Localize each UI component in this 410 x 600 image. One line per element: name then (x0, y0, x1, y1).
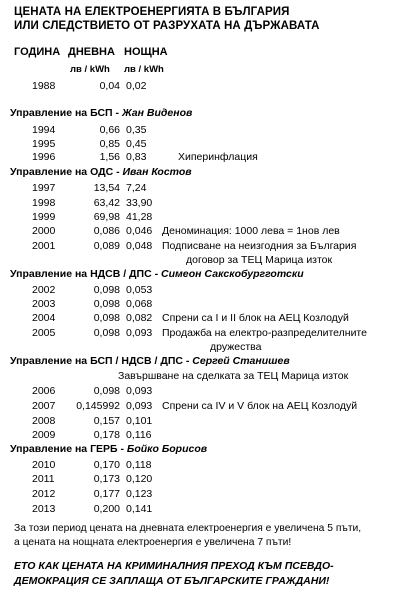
year-cell: 1995 (32, 138, 56, 150)
day-price-cell: 0,098 (93, 312, 120, 324)
year-cell: 1994 (32, 124, 56, 136)
section-heading-sakskoburggotski: Управление на НДСВ / ДПС - Симеон Сакскобургготски (10, 268, 304, 280)
day-price-cell: 0,04 (99, 80, 120, 92)
year-cell: 2006 (32, 385, 56, 397)
day-price-cell: 13,54 (93, 182, 120, 194)
final-statement-line-2: ДЕМОКРАЦИЯ СЕ ЗАПЛАЩА ОТ БЪЛГАРСКИТЕ ГРАЖДАНИ! (14, 575, 330, 587)
day-price-cell: 0,089 (93, 240, 120, 252)
event-note: Спрени са I и II блок на АЕЦ Козлодуй (162, 312, 349, 324)
night-price-cell: 0,83 (126, 151, 147, 163)
night-price-cell: 7,24 (126, 182, 147, 194)
day-price-cell: 0,85 (99, 138, 120, 150)
event-note: Подписване на неизгодния за България (162, 240, 357, 252)
day-column-header: ДНЕВНА (68, 46, 115, 58)
night-price-cell: 0,068 (126, 298, 153, 310)
night-price-cell: 33,90 (126, 197, 153, 209)
year-cell: 2008 (32, 415, 56, 427)
year-cell: 1999 (32, 211, 56, 223)
day-price-cell: 0,173 (93, 473, 120, 485)
night-price-cell: 0,082 (126, 312, 153, 324)
day-price-cell: 0,178 (93, 429, 120, 441)
day-price-cell: 0,200 (93, 503, 120, 515)
year-cell: 2007 (32, 400, 56, 412)
night-price-cell: 0,116 (126, 429, 152, 441)
day-price-cell: 63,42 (93, 197, 120, 209)
day-price-cell: 0,098 (93, 298, 120, 310)
event-note: Спрени са IV и V блок на АЕЦ Козлодуй (162, 400, 358, 412)
night-price-cell: 0,123 (126, 488, 153, 500)
day-price-cell: 1,56 (99, 151, 120, 163)
day-price-cell: 0,098 (93, 385, 120, 397)
section-heading-kostov: Управление на ОДС - Иван Костов (10, 166, 192, 178)
year-cell: 2004 (32, 312, 56, 324)
year-cell: 2012 (32, 488, 56, 500)
night-price-cell: 0,45 (126, 138, 147, 150)
year-cell: 2013 (32, 503, 56, 515)
event-note: Продажба на електро-разпределителните (162, 327, 367, 339)
event-note: Хиперинфлация (178, 151, 258, 163)
day-price-cell: 69,98 (93, 211, 120, 223)
year-cell: 2005 (32, 327, 56, 339)
day-price-cell: 0,170 (93, 459, 120, 471)
year-cell: 1997 (32, 182, 56, 194)
year-cell: 2011 (32, 473, 55, 485)
night-price-cell: 0,093 (126, 327, 153, 339)
day-price-cell: 0,086 (93, 225, 120, 237)
event-note: Деноминация: 1000 лева = 1нов лев (162, 225, 340, 237)
event-note-continuation: договор за ТЕЦ Марица изток (186, 254, 333, 266)
event-note: Завършване на сделката за ТЕЦ Марица изток (118, 370, 349, 382)
year-cell: 2003 (32, 298, 56, 310)
section-heading-videnov: Управление на БСП - Жан Виденов (10, 107, 193, 119)
night-price-cell: 0,02 (126, 80, 147, 92)
night-price-cell: 0,046 (126, 225, 153, 237)
year-cell: 1998 (32, 197, 56, 209)
year-cell: 2000 (32, 225, 56, 237)
night-price-cell: 0,048 (126, 240, 153, 252)
year-cell: 2001 (32, 240, 56, 252)
event-note-continuation: дружества (210, 341, 262, 353)
page-title-line-2: ИЛИ СЛЕДСТВИЕТО ОТ РАЗРУХАТА НА ДЪРЖАВАТА (14, 20, 320, 32)
section-heading-borisov: Управление на ГЕРБ - Бойко Борисов (10, 443, 208, 455)
night-price-cell: 0,101 (126, 415, 153, 427)
section-heading-stanishev: Управление на БСП / НДСВ / ДПС - Сергей Станишев (10, 355, 290, 367)
night-price-cell: 0,093 (126, 400, 153, 412)
year-cell: 2010 (32, 459, 56, 471)
day-price-cell: 0,098 (93, 327, 120, 339)
night-price-cell: 0,053 (126, 284, 153, 296)
night-price-cell: 0,35 (126, 124, 147, 136)
day-price-cell: 0,145992 (76, 400, 120, 412)
night-column-header: НОЩНА (124, 46, 168, 58)
year-cell: 1988 (32, 80, 56, 92)
final-statement-line-1: ЕТО КАК ЦЕНАТА НА КРИМИНАЛНИЯ ПРЕХОД КЪМ ПСЕВДО- (14, 560, 334, 572)
year-column-header: ГОДИНА (14, 46, 61, 58)
night-price-cell: 41,28 (126, 211, 153, 223)
night-unit-label: лв / kWh (124, 64, 164, 75)
night-price-cell: 0,141 (126, 503, 153, 515)
conclusion-line-2: а цената на нощната електроенергия е увеличена 7 пъти! (14, 537, 292, 548)
year-cell: 1996 (32, 151, 56, 163)
day-price-cell: 0,157 (93, 415, 120, 427)
night-price-cell: 0,093 (126, 385, 153, 397)
day-price-cell: 0,177 (93, 488, 120, 500)
year-cell: 2009 (32, 429, 56, 441)
night-price-cell: 0,118 (126, 459, 152, 471)
day-unit-label: лв / kWh (70, 64, 110, 75)
night-price-cell: 0,120 (126, 473, 153, 485)
day-price-cell: 0,66 (99, 124, 120, 136)
year-cell: 2002 (32, 284, 56, 296)
day-price-cell: 0,098 (93, 284, 120, 296)
page-title-line-1: ЦЕНАТА НА ЕЛЕКТРОЕНЕРГИЯТА В БЪЛГАРИЯ (14, 6, 290, 18)
conclusion-line-1: За този период цената на дневната електроенергия е увеличена 5 пъти, (14, 523, 362, 534)
